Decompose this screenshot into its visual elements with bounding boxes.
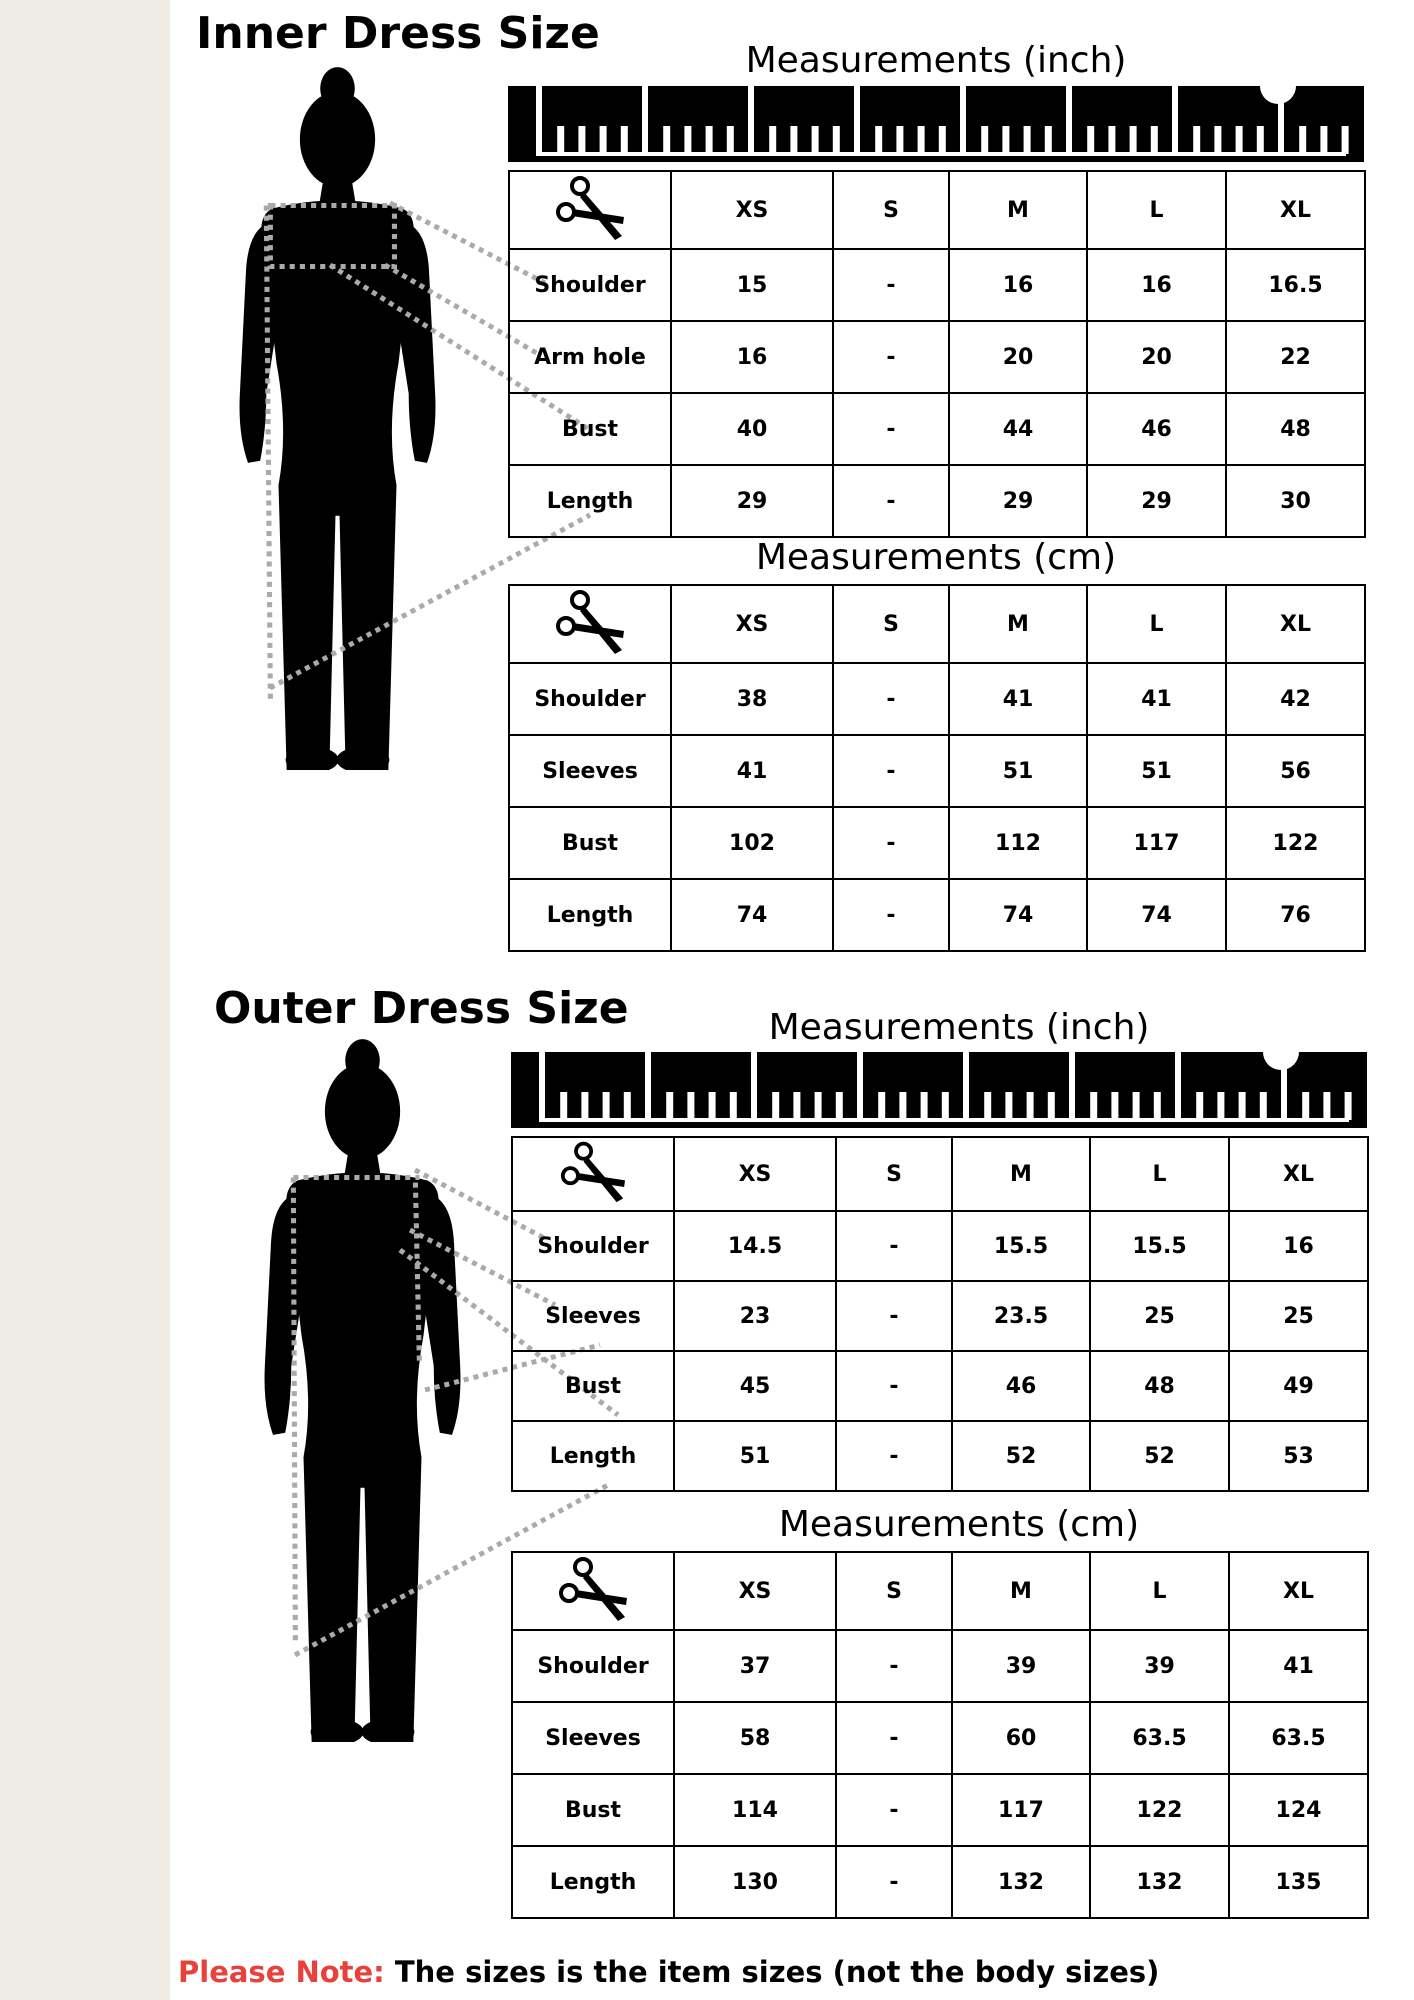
outer-ruler-icon [511,1052,1367,1128]
outer-cm-table [511,1551,1369,1919]
table-header-row [512,1552,1368,1630]
table-row [512,1702,1368,1774]
table-cell: 53 [1229,1421,1368,1491]
table-cell: 124 [1229,1774,1368,1846]
table-cell: 15.5 [952,1211,1090,1281]
table-cell: 74 [949,879,1087,951]
row-label: Sleeves [509,735,671,807]
table-cell: - [836,1630,952,1702]
table-cell: 46 [952,1351,1090,1421]
outer-inch-heading: Measurements (inch) [768,1007,1150,1048]
table-cell: 16.5 [1226,249,1365,321]
table-cell: - [833,735,949,807]
row-label: Bust [509,807,671,879]
col-header-l: L [1090,1552,1229,1630]
table-cell: 48 [1090,1351,1229,1421]
table-cell: 29 [1087,465,1226,537]
table-cell: 16 [949,249,1087,321]
col-header-s: S [836,1552,952,1630]
table-cell: 52 [952,1421,1090,1491]
table-cell: - [833,807,949,879]
table-cell: 16 [671,321,833,393]
table-cell: 51 [674,1421,836,1491]
table-cell: 51 [949,735,1087,807]
inner-cm-heading: Measurements (cm) [755,537,1117,578]
row-label: Shoulder [509,663,671,735]
table-cell: 41 [1229,1630,1368,1702]
table-cell: 41 [1087,663,1226,735]
table-cell: 15 [671,249,833,321]
table-cell: 63.5 [1229,1702,1368,1774]
table-cell: 122 [1226,807,1365,879]
table-cell: - [833,879,949,951]
table-cell: 102 [671,807,833,879]
table-cell: 117 [1087,807,1226,879]
col-header-xl: XL [1226,171,1365,249]
table-cell: - [833,465,949,537]
table-cell: - [836,1421,952,1491]
table-cell: 114 [674,1774,836,1846]
table-cell: 112 [949,807,1087,879]
row-label: Bust [512,1351,674,1421]
table-cell: 42 [1226,663,1365,735]
table-cell: 74 [671,879,833,951]
table-row [512,1630,1368,1702]
table-cell: 46 [1087,393,1226,465]
row-label: Shoulder [512,1630,674,1702]
table-cell: - [836,1211,952,1281]
table-cell: 51 [1087,735,1226,807]
table-cell: - [833,663,949,735]
row-label: Sleeves [512,1281,674,1351]
table-cell: 25 [1090,1281,1229,1351]
table-row [512,1421,1368,1491]
row-label: Arm hole [509,321,671,393]
table-cell: 117 [952,1774,1090,1846]
table-cell: 45 [674,1351,836,1421]
col-header-l: L [1090,1137,1229,1211]
table-header-row [512,1137,1368,1211]
table-row [512,1846,1368,1918]
col-header-m: M [952,1137,1090,1211]
col-header-xs: XS [671,585,833,663]
table-cell: 39 [1090,1630,1229,1702]
row-label: Length [512,1421,674,1491]
table-cell: 38 [671,663,833,735]
table-cell: 25 [1229,1281,1368,1351]
table-cell: 16 [1087,249,1226,321]
table-cell: 15.5 [1090,1211,1229,1281]
table-cell: 135 [1229,1846,1368,1918]
table-cell: - [833,249,949,321]
col-header-l: L [1087,171,1226,249]
table-cell: 23.5 [952,1281,1090,1351]
row-label: Length [509,465,671,537]
outer-inch-table [511,1136,1369,1492]
table-cell: - [836,1351,952,1421]
table-cell: 132 [952,1846,1090,1918]
table-cell: 16 [1229,1211,1368,1281]
col-header-s: S [833,171,949,249]
table-cell: - [833,321,949,393]
table-row [512,1774,1368,1846]
row-label: Shoulder [509,249,671,321]
table-cell: - [833,393,949,465]
row-label: Length [512,1846,674,1918]
outer-cm-heading: Measurements (cm) [778,1504,1140,1545]
scissors-icon [512,1552,674,1630]
table-cell: - [836,1846,952,1918]
table-cell: 14.5 [674,1211,836,1281]
table-cell: 60 [952,1702,1090,1774]
col-header-s: S [833,585,949,663]
table-cell: 41 [949,663,1087,735]
row-label: Bust [509,393,671,465]
table-cell: 29 [671,465,833,537]
note-text: The sizes is the item sizes (not the body sizes) [384,1955,1160,1989]
col-header-s: S [836,1137,952,1211]
col-header-l: L [1087,585,1226,663]
inner-section-title: Inner Dress Size [196,8,600,59]
table-row [512,1211,1368,1281]
table-cell: 44 [949,393,1087,465]
table-cell: - [836,1281,952,1351]
table-cell: 48 [1226,393,1365,465]
footer-note [178,1955,1160,1989]
col-header-m: M [949,171,1087,249]
table-cell: 56 [1226,735,1365,807]
table-cell: 122 [1090,1774,1229,1846]
row-label: Shoulder [512,1211,674,1281]
table-cell: - [836,1774,952,1846]
table-cell: 23 [674,1281,836,1351]
col-header-m: M [952,1552,1090,1630]
col-header-xs: XS [671,171,833,249]
col-header-xl: XL [1226,585,1365,663]
table-cell: 40 [671,393,833,465]
table-cell: 76 [1226,879,1365,951]
inner-inch-heading: Measurements (inch) [745,40,1127,81]
row-label: Bust [512,1774,674,1846]
table-cell: 20 [949,321,1087,393]
table-cell: 20 [1087,321,1226,393]
table-cell: 132 [1090,1846,1229,1918]
table-row [512,1351,1368,1421]
table-cell: 41 [671,735,833,807]
table-cell: 52 [1090,1421,1229,1491]
col-header-m: M [949,585,1087,663]
table-cell: 74 [1087,879,1226,951]
table-cell: 22 [1226,321,1365,393]
row-label: Sleeves [512,1702,674,1774]
table-cell: - [836,1702,952,1774]
table-cell: 130 [674,1846,836,1918]
outer-section-title: Outer Dress Size [214,983,629,1034]
scissors-icon [512,1137,674,1211]
table-cell: 49 [1229,1351,1368,1421]
note-label: Please Note: [178,1955,385,1989]
col-header-xl: XL [1229,1137,1368,1211]
table-cell: 63.5 [1090,1702,1229,1774]
col-header-xs: XS [674,1137,836,1211]
table-cell: 58 [674,1702,836,1774]
col-header-xl: XL [1229,1552,1368,1630]
table-cell: 29 [949,465,1087,537]
table-cell: 39 [952,1630,1090,1702]
table-cell: 37 [674,1630,836,1702]
col-header-xs: XS [674,1552,836,1630]
row-label: Length [509,879,671,951]
table-cell: 30 [1226,465,1365,537]
table-row [512,1281,1368,1351]
